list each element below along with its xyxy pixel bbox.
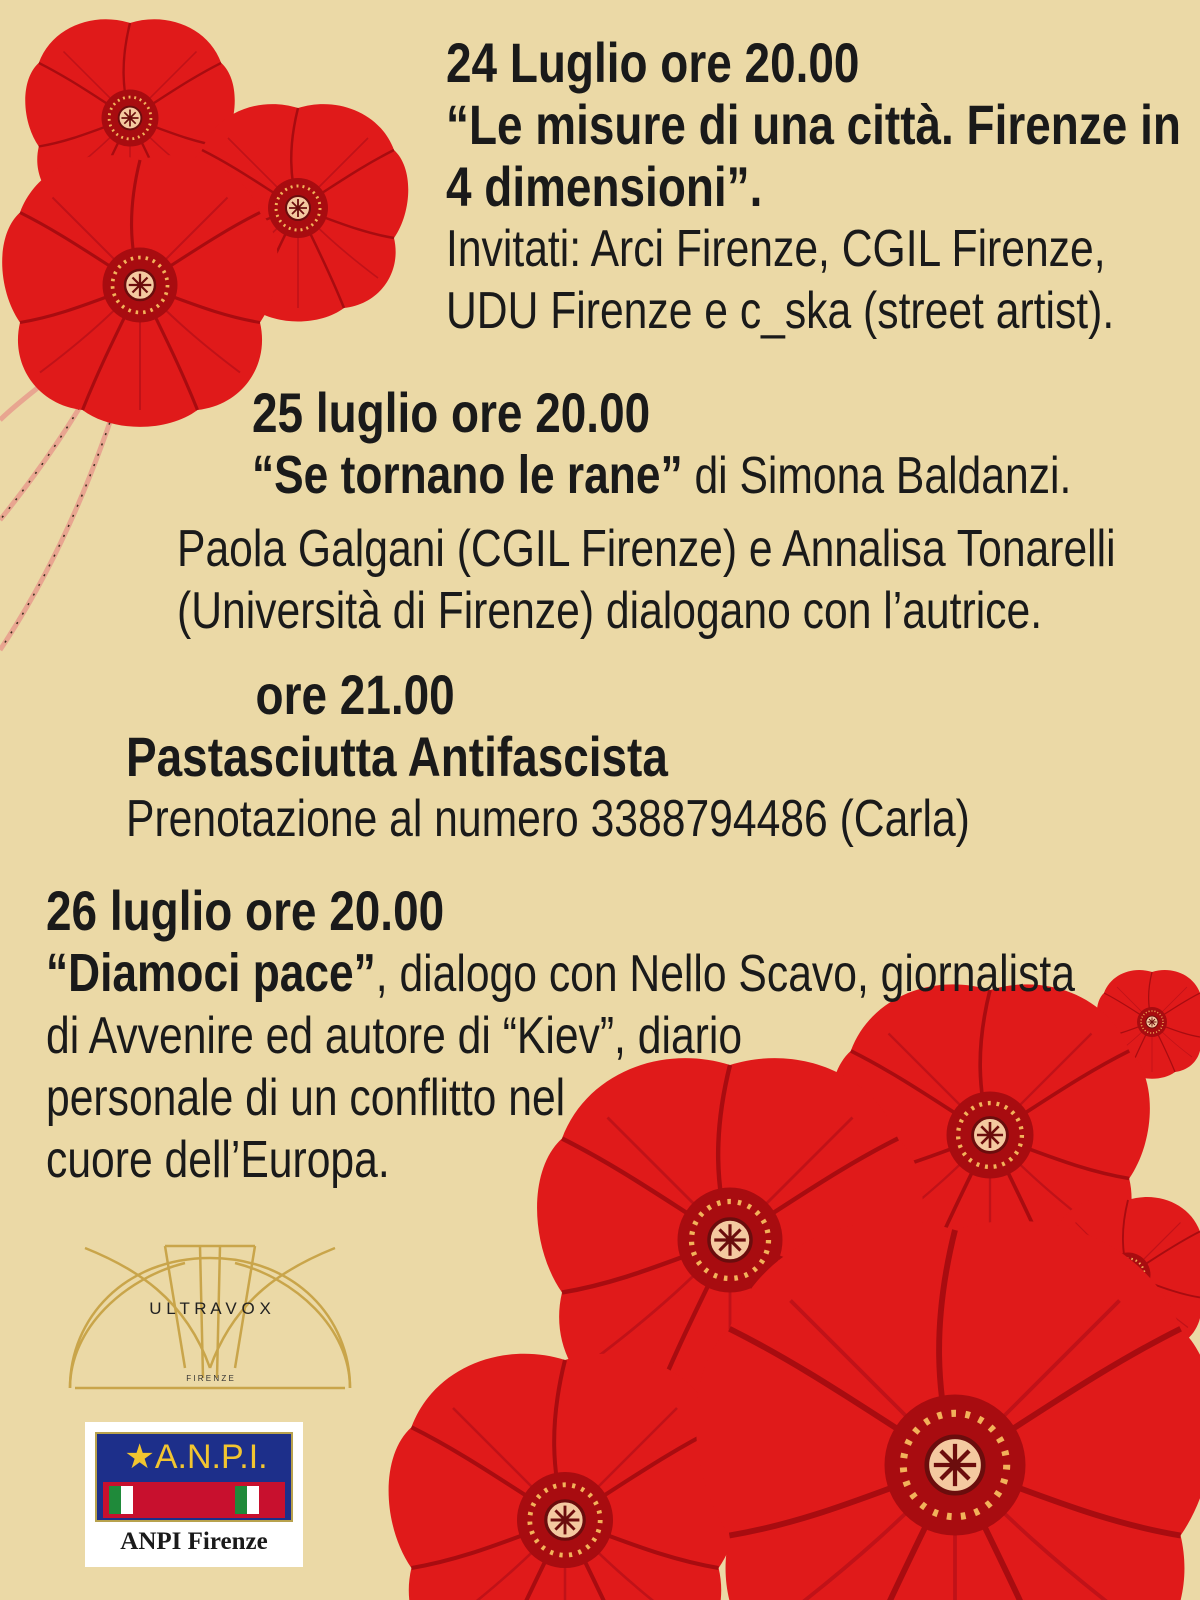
event-desc-line: di Avvenire ed autore di “Kiev”, diario xyxy=(46,1007,743,1065)
event-title-line: 4 dimensioni”. xyxy=(446,155,763,218)
event-date: 24 Luglio ore 20.00 xyxy=(446,31,860,94)
event-25-july xyxy=(252,382,1200,507)
event-title: Pastasciutta Antifascista xyxy=(126,725,668,788)
anpi-logo xyxy=(85,1422,303,1567)
event-desc-line: Paola Galgani (CGIL Firenze) e Annalisa Tonarelli xyxy=(177,520,1116,578)
event-24-july xyxy=(446,32,1200,342)
event-desc-line: personale di un conflitto nel xyxy=(46,1069,566,1127)
event-desc-line: cuore dell’Europa. xyxy=(46,1131,390,1189)
anpi-emblem xyxy=(95,1432,293,1522)
event-title-line: “Le misure di una città. Firenze in xyxy=(446,93,1181,156)
event-time: ore 21.00 xyxy=(255,663,455,726)
event-26-july xyxy=(46,880,1200,1191)
anpi-title: ★A.N.P.I. xyxy=(124,1438,268,1476)
event-title-line xyxy=(252,444,1071,507)
anpi-subtitle: ANPI Firenze xyxy=(120,1528,268,1555)
ultravox-logo xyxy=(45,1238,375,1398)
event-desc: , dialogo con Nello Scavo, giornalista xyxy=(375,945,1075,1003)
event-author: di Simona Baldanzi. xyxy=(682,447,1072,505)
event-title: “Diamoci pace” xyxy=(46,943,376,1003)
ultravox-name: U L T R A V O X xyxy=(149,1299,271,1318)
event-date: 26 luglio ore 20.00 xyxy=(46,879,445,942)
event-desc-line: (Università di Firenze) dialogano con l’autrice. xyxy=(177,582,1043,640)
event-pastasciutta xyxy=(126,664,1155,850)
event-date: 25 luglio ore 20.00 xyxy=(252,381,651,444)
booking-info: Prenotazione al numero 3388794486 (Carla) xyxy=(126,790,970,848)
event-title: “Se tornano le rane” xyxy=(252,445,683,505)
event-25-july-description xyxy=(177,518,1200,642)
event-guests-line: UDU Firenze e c_ska (street artist). xyxy=(446,282,1115,340)
event-title-line xyxy=(46,942,1075,1005)
ultravox-city: F I R E N Z E xyxy=(186,1374,234,1383)
event-guests-line: Invitati: Arci Firenze, CGIL Firenze, xyxy=(446,220,1106,278)
italian-flag-stripes xyxy=(103,1482,285,1518)
